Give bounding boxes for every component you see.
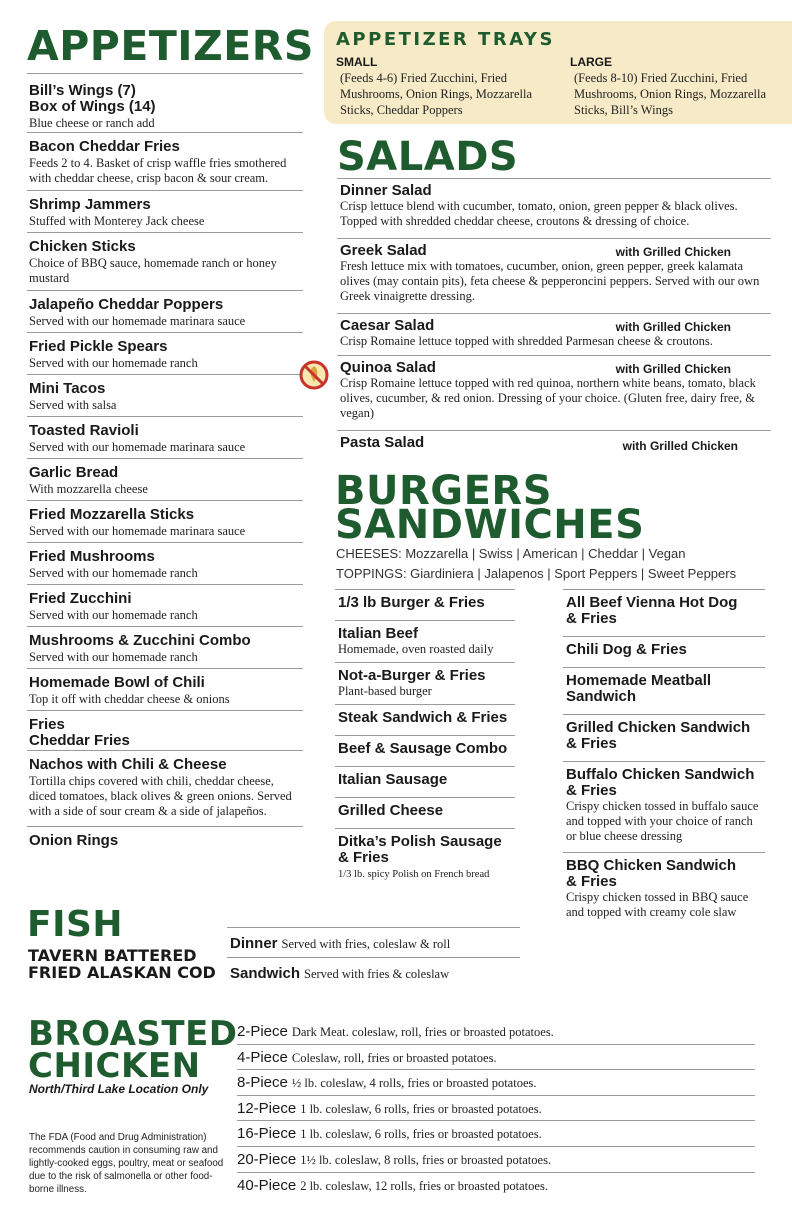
item-description: Served with our homemade ranch xyxy=(29,356,198,370)
chicken-item xyxy=(237,1121,755,1147)
item-name: Onion Rings xyxy=(29,832,119,849)
item-name: Dinner Salad xyxy=(340,182,432,199)
item-name-alt: Cheddar Fries xyxy=(29,732,130,749)
salad-item xyxy=(337,239,771,314)
tray-large-desc: (Feeds 8-10) Fried Zucchini, Fried Mushrooms, Onion Rings, Mozzarella Sticks, Bill’s Wings xyxy=(574,71,766,117)
appetizer-item xyxy=(27,74,303,133)
chicken-item xyxy=(237,1045,755,1071)
chicken-item xyxy=(237,1147,755,1173)
salad-item xyxy=(337,356,771,431)
item-description: 2 lb. coleslaw, 12 rolls, fries or broasted potatoes. xyxy=(300,1178,548,1193)
item-description: Crisp Romaine lettuce topped with red quinoa, northern white beans, tomato, black olives, cucumber, & red onion. Dressing of your choice. (Gluten free, dairy free, & vegan) xyxy=(340,376,756,420)
sandwich-item xyxy=(335,663,515,705)
burgers-right-column xyxy=(563,589,765,924)
sandwich-item xyxy=(563,668,765,715)
item-description: Dark Meat. coleslaw, roll, fries or broasted potatoes. xyxy=(291,1025,554,1039)
fish-subheading-1: TAVERN BATTERED xyxy=(28,946,197,965)
item-name: Fried Pickle Spears xyxy=(29,338,168,355)
sandwich-item xyxy=(335,621,515,663)
appetizers-list xyxy=(27,73,303,857)
trays-heading: APPETIZER TRAYS xyxy=(336,29,555,50)
burgers-left-column xyxy=(335,589,515,885)
item-description: Coleslaw, roll, fries or broasted potatoes. xyxy=(291,1050,497,1065)
item-name: Quinoa Salad xyxy=(340,359,436,376)
appetizer-item xyxy=(27,585,303,627)
sandwich-item xyxy=(563,590,765,637)
item-description: Tortilla chips covered with chili, cheddar cheese, diced tomatoes, black olives & green onions. Served with a side of sour cream & a side of jalapeños. xyxy=(29,774,292,818)
sandwich-item xyxy=(335,736,515,767)
item-name: Grilled Chicken Sandwich xyxy=(566,719,751,736)
piece-count: 20-Piece xyxy=(237,1150,297,1168)
salads-heading: SALADS xyxy=(337,134,519,180)
item-name: Bill’s Wings (7) xyxy=(29,82,136,99)
item-name: All Beef Vienna Hot Dog xyxy=(566,594,738,611)
item-name: Homemade Bowl of Chili xyxy=(29,674,205,691)
item-name: 1/3 lb Burger & Fries xyxy=(338,594,485,611)
item-description: Plant-based burger xyxy=(338,684,432,698)
item-description: Crispy chicken tossed in buffalo sauce and topped with your choice of ranch or blue cheese dressing xyxy=(566,799,759,843)
item-name: Italian Beef xyxy=(338,625,419,642)
item-description: Served with our homemade ranch xyxy=(29,650,198,664)
item-description: Fresh lettuce mix with tomatoes, cucumber, onion, green pepper, greek kalamata olives (may contain pits), feta cheese & pepperoncini peppers. Served with our own Greek vinaigrette dressing. xyxy=(340,259,760,303)
item-name: Grilled Cheese xyxy=(338,802,444,819)
sandwich-item xyxy=(335,798,515,829)
item-description: Crisp lettuce blend with cucumber, tomato, onion, green pepper & black olives. Topped with shredded cheddar cheese, croutons & dressing of choice. xyxy=(340,199,738,228)
item-name: Homemade Meatball xyxy=(566,672,712,689)
item-name: Shrimp Jammers xyxy=(29,196,151,213)
sandwich-item xyxy=(563,637,765,668)
item-name: Sandwich xyxy=(230,965,301,982)
toppings-line: TOPPINGS: Giardiniera | Jalapenos | Sport Peppers | Sweet Peppers xyxy=(336,566,737,581)
piece-count: 2-Piece xyxy=(237,1023,288,1040)
sandwich-item xyxy=(563,715,765,762)
chicken-location-note: North/Third Lake Location Only xyxy=(29,1082,209,1096)
item-name-alt: & Fries xyxy=(566,610,617,627)
sandwich-item xyxy=(335,590,515,621)
item-description: 1½ lb. coleslaw, 8 rolls, fries or broasted potatoes. xyxy=(300,1152,552,1167)
tray-small-label: SMALL xyxy=(336,55,378,69)
sandwiches-heading: SANDWICHES xyxy=(335,502,645,548)
item-name-alt: & Fries xyxy=(566,735,617,752)
cheeses-line: CHEESES: Mozzarella | Swiss | American | Cheddar | Vegan xyxy=(336,546,686,561)
appetizer-item xyxy=(27,459,303,501)
item-name: BBQ Chicken Sandwich xyxy=(566,857,737,874)
tray-large xyxy=(570,54,770,118)
appetizer-trays-panel xyxy=(324,21,792,124)
appetizer-item xyxy=(27,501,303,543)
item-description: Served with our homemade marinara sauce xyxy=(29,440,246,454)
item-name: Chicken Sticks xyxy=(29,238,136,255)
item-name-alt: Box of Wings (14) xyxy=(29,98,156,115)
fish-list xyxy=(227,927,520,987)
item-name: Beef & Sausage Combo xyxy=(338,740,508,757)
appetizer-item xyxy=(27,191,303,233)
item-name: Steak Sandwich & Fries xyxy=(338,709,508,726)
item-name: Bacon Cheddar Fries xyxy=(29,138,180,155)
item-description: Blue cheese or ranch add xyxy=(29,116,155,130)
item-name: Ditka’s Polish Sausage xyxy=(338,833,502,850)
tray-small-desc: (Feeds 4-6) Fried Zucchini, Fried Mushrooms, Onion Rings, Mozzarella Sticks, Cheddar Poppers xyxy=(340,71,532,117)
tray-large-label: LARGE xyxy=(570,55,612,69)
appetizer-item xyxy=(27,417,303,459)
salad-item xyxy=(337,179,771,239)
tray-small xyxy=(336,54,541,118)
grilled-chicken-addon: with Grilled Chicken xyxy=(615,245,731,259)
appetizer-item xyxy=(27,711,303,751)
item-name: Nachos with Chili & Cheese xyxy=(29,756,227,773)
chicken-list xyxy=(237,1019,755,1198)
appetizer-item xyxy=(27,333,303,375)
chicken-item xyxy=(237,1096,755,1122)
item-description: Served with fries & coleslaw xyxy=(304,967,450,981)
sandwich-item xyxy=(563,762,765,853)
item-name: Italian Sausage xyxy=(338,771,448,788)
appetizer-item xyxy=(27,543,303,585)
appetizer-item xyxy=(27,627,303,669)
piece-count: 40-Piece xyxy=(237,1176,297,1194)
piece-count: 4-Piece xyxy=(237,1048,288,1066)
no-allergen-icon xyxy=(298,358,330,390)
item-name: Jalapeño Cheddar Poppers xyxy=(29,296,224,313)
item-name: Caesar Salad xyxy=(340,317,435,334)
piece-count: 16-Piece xyxy=(237,1125,297,1143)
item-name-alt: Sandwich xyxy=(566,688,637,705)
fish-heading: FISH xyxy=(27,904,124,945)
item-description: Top it off with cheddar cheese & onions xyxy=(29,692,230,706)
item-description: ½ lb. coleslaw, 4 rolls, fries or broasted potatoes. xyxy=(291,1076,537,1091)
fish-subheading-2: FRIED ALASKAN COD xyxy=(28,963,216,982)
item-name: Toasted Ravioli xyxy=(29,422,139,439)
appetizer-item xyxy=(27,827,303,857)
sandwich-item xyxy=(563,853,765,924)
item-name: Pasta Salad xyxy=(340,434,425,451)
appetizer-item xyxy=(27,233,303,291)
appetizers-heading: APPETIZERS xyxy=(27,22,314,70)
item-description: Served with our homemade marinara sauce xyxy=(29,314,246,328)
chicken-item xyxy=(237,1070,755,1096)
item-description: Served with our homemade ranch xyxy=(29,566,198,580)
grilled-chicken-addon: with Grilled Chicken xyxy=(615,362,731,376)
appetizer-item xyxy=(27,133,303,191)
item-name: Fried Mushrooms xyxy=(29,548,155,565)
item-name: Not-a-Burger & Fries xyxy=(338,667,486,684)
item-name: Fried Zucchini xyxy=(29,590,132,607)
item-name-alt: & Fries xyxy=(338,849,389,866)
item-description: Stuffed with Monterey Jack cheese xyxy=(29,214,205,228)
item-name-alt: & Fries xyxy=(566,782,617,799)
item-description: Served with our homemade marinara sauce xyxy=(29,524,246,538)
item-name: Greek Salad xyxy=(340,242,427,259)
broasted-heading: BROASTED xyxy=(28,1014,238,1054)
fish-item xyxy=(227,958,520,987)
item-name: Dinner xyxy=(230,935,278,952)
fish-item xyxy=(227,928,520,958)
item-description: Served with salsa xyxy=(29,398,117,412)
chicken-item xyxy=(237,1173,755,1199)
sandwich-item xyxy=(335,829,515,885)
item-description: Feeds 2 to 4. Basket of crisp waffle fries smothered with cheddar cheese, crisp bacon & sour cream. xyxy=(29,156,287,185)
chicken-heading: CHICKEN xyxy=(28,1046,201,1086)
item-description: Crisp Romaine lettuce topped with shredded Parmesan cheese & croutons. xyxy=(340,334,713,348)
item-name: Mini Tacos xyxy=(29,380,106,397)
piece-count: 12-Piece xyxy=(237,1099,297,1117)
item-name: Mushrooms & Zucchini Combo xyxy=(29,632,251,649)
salads-list xyxy=(337,178,771,461)
item-name: Buffalo Chicken Sandwich xyxy=(566,766,755,783)
item-description: Choice of BBQ sauce, homemade ranch or honey mustard xyxy=(29,256,277,285)
item-name: Chili Dog & Fries xyxy=(566,641,687,658)
sandwich-item xyxy=(335,705,515,736)
fda-notice: The FDA (Food and Drug Administration) recommends caution in consuming raw and lightly-cooked eggs, poultry, meat or seafood due to the risk of salmonella or other food-borne illness. xyxy=(29,1132,224,1195)
grilled-chicken-addon: with Grilled Chicken xyxy=(622,439,738,453)
item-name: Fried Mozzarella Sticks xyxy=(29,506,195,523)
appetizer-item xyxy=(27,375,303,417)
appetizer-item xyxy=(27,291,303,333)
item-description: With mozzarella cheese xyxy=(29,482,148,496)
item-description: Served with our homemade ranch xyxy=(29,608,198,622)
salad-item xyxy=(337,431,771,461)
sandwich-item xyxy=(335,767,515,798)
appetizer-item xyxy=(27,751,303,827)
chicken-item xyxy=(237,1019,755,1045)
item-note: 1/3 lb. spicy Polish on French bread xyxy=(338,869,490,880)
item-name: Fries xyxy=(29,716,65,733)
burgers-heading: BURGERS xyxy=(335,468,553,514)
item-description: 1 lb. coleslaw, 6 rolls, fries or broasted potatoes. xyxy=(300,1101,542,1116)
appetizer-item xyxy=(27,669,303,711)
salad-item xyxy=(337,314,771,356)
item-name: Garlic Bread xyxy=(29,464,119,481)
item-description: 1 lb. coleslaw, 6 rolls, fries or broasted potatoes. xyxy=(300,1127,542,1142)
item-description: Crispy chicken tossed in BBQ sauce and topped with creamy cole slaw xyxy=(566,890,749,919)
item-description: Homemade, oven roasted daily xyxy=(338,642,494,656)
piece-count: 8-Piece xyxy=(237,1074,288,1092)
item-description: Served with fries, coleslaw & roll xyxy=(281,937,451,951)
grilled-chicken-addon: with Grilled Chicken xyxy=(615,320,731,334)
item-name-alt: & Fries xyxy=(566,873,617,890)
